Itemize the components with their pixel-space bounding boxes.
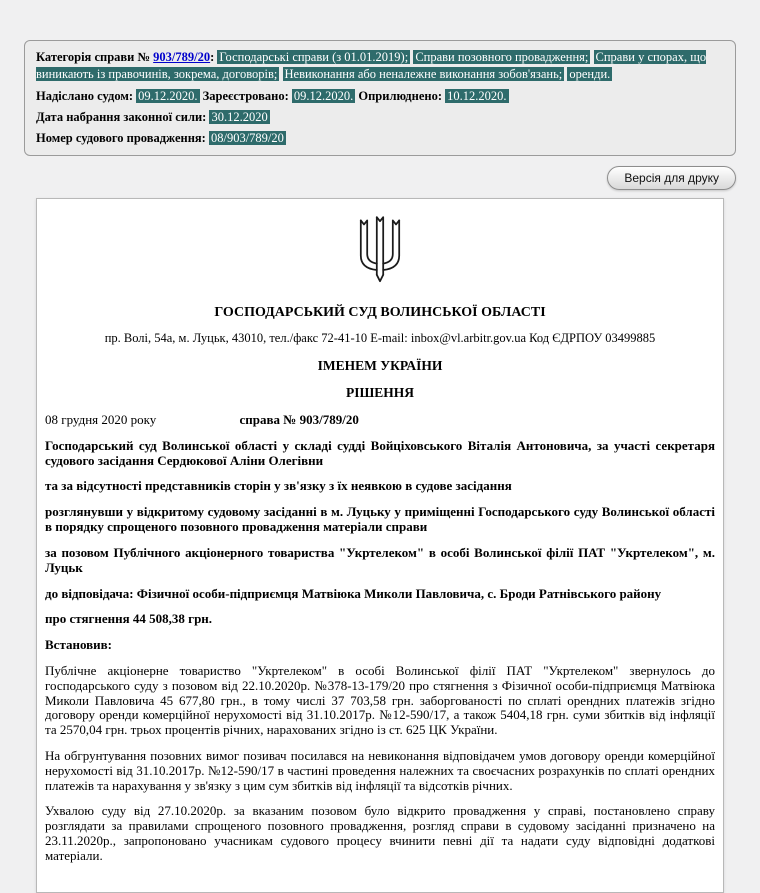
paragraph-hearing: розглянувши у відкритому судовому засіданні в м. Луцьку у приміщенні Господарського суду Волинської області в порядку спрощеного позовного провадження матеріали справи (45, 504, 715, 535)
category-value: Справи позовного провадження; (415, 50, 589, 64)
dates-line (36, 88, 724, 105)
in-the-name-heading: ІМЕНЕМ УКРАЇНИ (317, 358, 443, 374)
toolbar (24, 166, 736, 190)
court-decision-document (36, 198, 724, 892)
paragraph-judge: Господарський суд Волинської області у складі судді Войціховського Віталія Антоновича, за участі секретаря судового засідання Сердюкової Аліни Олегівни (45, 437, 715, 468)
decision-title: РІШЕННЯ (345, 384, 415, 400)
paragraph-defendant: до відповідача: Фізичної особи-підприємця Матвіюка Миколи Павловича, с. Броди Ратнівського району (45, 585, 662, 601)
paragraph-body-3: Ухвалою суду від 27.10.2020р. за вказаним позовом було відкрито провадження у справі, постановлено справу розглядати за правилами спрощеного позовного провадження, розгляд справи в судовому засіданні призначено на 23.11.2020р., запропоновано учасникам судового процесу вчинити певні дії та надати суду відповідні додаткові матеріали. (45, 803, 715, 863)
registered-value: 09.12.2020. (293, 88, 354, 103)
paragraph-absence: та за відсутності представників сторін у зв'язку з їх неявкою в судове засідання (45, 478, 512, 494)
case-number-link[interactable]: 903/789/20 (153, 50, 211, 64)
paragraph-body-1: Публічне акціонерне товариство "Укртелеком" в особі Волинської філії ПАТ "Укртелеком" звернулось до господарського суду з позовом від 22.10.2020р. №378-13-179/20 про стягнення з Фізичної особи-підприємця Матвіюка Миколи Павловича 45 677,80 грн., в тому числі 37 703,58 грн. заборгованості по сплаті орендних платежів згідно договору оренди комерційної нерухомості від 31.10.2017р. №12-590/17, а також 5404,18 грн. суми збитків від інфляції та 2570,04 грн. трьох процентів річних, нарахованих згідно із ст. 625 ЦК України. (45, 662, 715, 738)
sent-value: 09.12.2020. (138, 88, 198, 103)
print-version-button[interactable]: Версія для друку (607, 166, 736, 190)
paragraph-body-2: На обгрунтування позовних вимог позивач посилався на невиконання відповідачем умов договору оренди комерційної нерухомості від 31.10.2017р. №12-590/17 в частині проведення належних та своєчасних розрахунків по сплаті орендних платежів та нарахування у зв'язку з цим сум збитків від інфляції та відсотків річних. (45, 748, 715, 793)
paragraph-established: Встановив: (45, 637, 113, 653)
proceeding-number-label: Номер судового провадження: (36, 131, 206, 145)
paragraph-claim: про стягнення 44 508,38 грн. (45, 611, 213, 627)
case-reference: справа № 903/789/20 (239, 412, 359, 428)
published-label: Оприлюднено: (358, 88, 442, 103)
decision-date: 08 грудня 2020 року (45, 412, 157, 428)
category-colon: : (210, 50, 215, 64)
published-value: 10.12.2020. (447, 88, 507, 103)
category-label: Категорія справи № (36, 50, 151, 64)
proceeding-number-value: 08/903/789/20 (210, 131, 284, 145)
proceeding-number-line (36, 130, 724, 147)
ukraine-trident-emblem-icon (356, 273, 404, 288)
effective-date-line (36, 109, 724, 126)
category-value: Господарські справи (з 01.01.2019); (219, 50, 409, 64)
registered-label: Зареєстровано: (202, 88, 289, 103)
court-address: пр. Волі, 54а, м. Луцьк, 43010, тел./факс 72-41-10 E-mail: inbox@vl.arbitr.gov.ua Код ЄДРПОУ 03499885 (104, 331, 656, 346)
court-name: ГОСПОДАРСЬКИЙ СУД ВОЛИНСЬКОЇ ОБЛАСТІ (214, 305, 546, 321)
emblem-container (45, 211, 715, 289)
effective-date-value: 30.12.2020 (211, 109, 268, 124)
category-value: оренди. (569, 67, 611, 82)
category-value: Справи у спорах, що виникають із правочинів, зокрема, договорів; (36, 50, 707, 82)
category-line (36, 49, 724, 84)
effective-date-label: Дата набрання законної сили: (36, 109, 207, 124)
sent-label: Надіслано судом: (36, 88, 134, 103)
category-value: Невиконання або неналежне виконання зобов'язань; (284, 67, 563, 82)
paragraph-plaintiff: за позовом Публічного акціонерного товариства "Укртелеком" в особі Волинської філії ПАТ "Укртелеком", м. Луцьк (45, 544, 715, 575)
case-meta-panel (24, 40, 736, 156)
date-line (45, 413, 715, 428)
